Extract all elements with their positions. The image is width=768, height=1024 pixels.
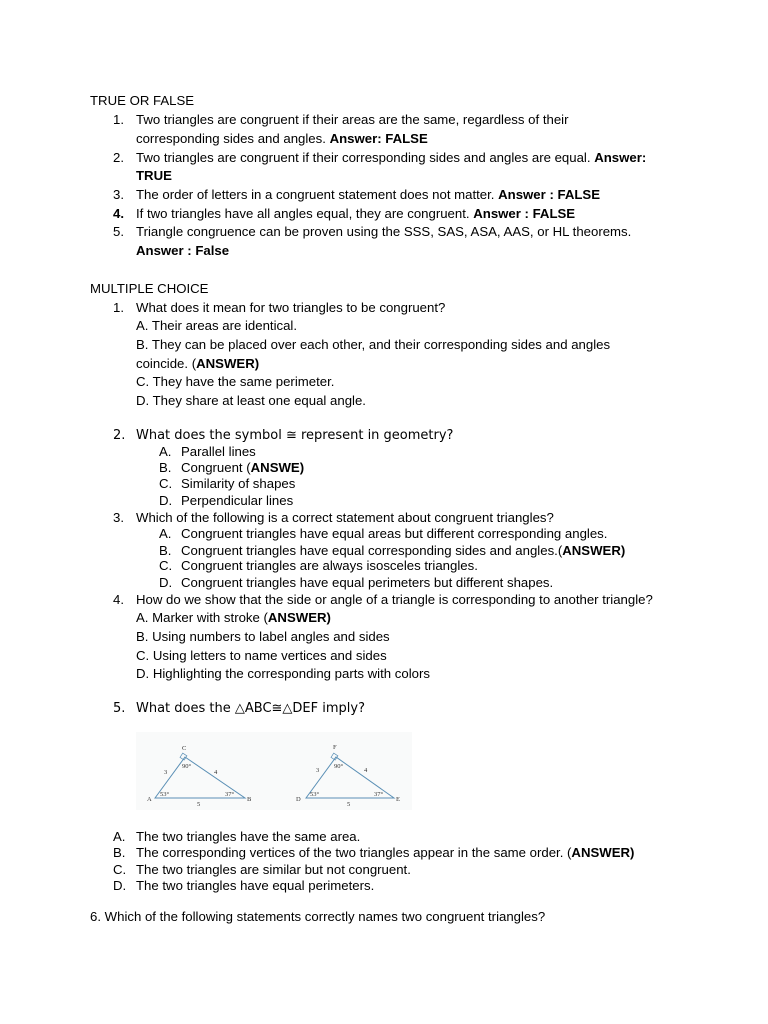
side-ac-label: 3 — [164, 769, 168, 776]
mc-q1-option-c: C. They have the same perimeter. — [136, 374, 335, 389]
mc-q5-option-b: The corresponding vertices of the two triangles appear in the same order. (ANSWER) — [136, 845, 635, 860]
mc-q3-letter-b: B. — [159, 543, 172, 558]
mc-q2-letter-a: A. — [159, 444, 172, 459]
mc-q6-question: 6. Which of the following statements correctly names two congruent triangles? — [90, 909, 546, 924]
mc-q3-letter-d: D. — [159, 575, 173, 590]
mc-q3-option-a: Congruent triangles have equal areas but different corresponding angles. — [181, 526, 608, 541]
mc-q1-option-d: D. They share at least one equal angle. — [136, 393, 366, 408]
mc-q5-letter-d: D. — [113, 878, 127, 893]
mc-q2-option-d: Perpendicular lines — [181, 493, 294, 508]
angle-e-label: 37° — [374, 791, 384, 798]
mc-heading: MULTIPLE CHOICE — [90, 281, 209, 296]
mc-q4-option-a: A. Marker with stroke (ANSWER) — [136, 610, 331, 625]
vertex-b-label: B — [247, 796, 252, 803]
mc-q3-number: 3. — [113, 510, 124, 525]
mc-q1-question: What does it mean for two triangles to be congruent? — [136, 300, 446, 315]
tf-item-3-number: 3. — [113, 187, 124, 202]
tf-item-5-number: 5. — [113, 224, 124, 239]
mc-q2-answer: ANSWE) — [250, 460, 305, 475]
side-ab-label: 5 — [197, 801, 201, 808]
mc-q1-number: 1. — [113, 300, 124, 315]
vertex-d-label: D — [296, 796, 301, 803]
mc-q3-option-c: Congruent triangles are always isosceles triangles. — [181, 558, 478, 573]
mc-q3-question: Which of the following is a correct statement about congruent triangles? — [136, 510, 554, 525]
angle-d-label: 53° — [310, 791, 320, 798]
tf-item-4-answer: Answer : FALSE — [473, 206, 576, 221]
tf-item-5-answer: Answer : False — [136, 243, 230, 258]
mc-q5-letter-c: C. — [113, 862, 127, 877]
mc-q2-option-a: Parallel lines — [181, 444, 256, 459]
mc-q5-answer: ANSWER) — [571, 845, 635, 860]
mc-q3-option-b: Congruent triangles have equal corresponding sides and angles.(ANSWER) — [181, 543, 626, 558]
mc-q1-option-b: B. They can be placed over each other, and their corresponding sides and angles — [136, 337, 611, 352]
mc-q2-letter-c: C. — [159, 476, 173, 491]
vertex-a-label: A — [147, 796, 152, 803]
tf-item-3-text: The order of letters in a congruent statement does not matter. Answer : FALSE — [136, 187, 600, 202]
triangles-figure — [136, 732, 412, 810]
mc-q2-number: 2. — [113, 428, 126, 443]
mc-q3-option-d: Congruent triangles have equal perimeters but different shapes. — [181, 575, 554, 590]
mc-q4-option-b: B. Using numbers to label angles and sides — [136, 629, 390, 644]
mc-q2-letter-d: D. — [159, 493, 173, 508]
mc-q3-answer: ANSWER) — [562, 543, 626, 558]
mc-q2-question: What does the symbol ≅ represent in geometry? — [136, 428, 454, 443]
vertex-c-label: C — [182, 745, 187, 752]
mc-q5-letter-b: B. — [113, 845, 126, 860]
mc-q5-question: What does the △ABC≅△DEF imply? — [136, 701, 365, 716]
tf-item-1-text-cont: corresponding sides and angles. Answer: FALSE — [136, 131, 428, 146]
tf-item-2-text: Two triangles are congruent if their corresponding sides and angles are equal. Answer: — [136, 150, 647, 165]
mc-q2-option-b: Congruent (ANSWE) — [181, 460, 305, 475]
tf-item-3-answer: Answer : FALSE — [498, 187, 600, 202]
mc-q3-letter-a: A. — [159, 526, 172, 541]
mc-q3-letter-c: C. — [159, 558, 173, 573]
side-fe-label: 4 — [364, 767, 368, 774]
tf-item-4-number: 4. — [113, 206, 124, 221]
mc-q4-answer: ANSWER) — [267, 610, 331, 625]
tf-item-2-number: 2. — [113, 150, 124, 165]
mc-q4-option-d: D. Highlighting the corresponding parts with colors — [136, 666, 430, 681]
side-de-label: 5 — [347, 801, 351, 808]
tf-item-2-answer: TRUE — [136, 168, 172, 183]
tf-item-1-text: Two triangles are congruent if their areas are the same, regardless of their — [136, 112, 569, 127]
tf-item-5-text: Triangle congruence can be proven using the SSS, SAS, ASA, AAS, or HL theorems. — [136, 224, 632, 239]
tf-heading: TRUE OR FALSE — [90, 93, 195, 108]
mc-q5-number: 5. — [113, 701, 126, 716]
mc-q1-answer: ANSWER) — [196, 356, 260, 371]
mc-q5-option-d: The two triangles have equal perimeters. — [136, 878, 375, 893]
mc-q5-option-a: The two triangles have the same area. — [136, 829, 361, 844]
mc-q4-number: 4. — [113, 592, 124, 607]
side-df-label: 3 — [316, 767, 320, 774]
angle-b-label: 37° — [225, 791, 235, 798]
mc-q2-option-c: Similarity of shapes — [181, 476, 296, 491]
side-cb-label: 4 — [214, 769, 218, 776]
mc-q4-question: How do we show that the side or angle of a triangle is corresponding to another triangle? — [136, 592, 653, 607]
angle-f-label: 90° — [334, 763, 344, 770]
tf-item-1-answer: Answer: FALSE — [329, 131, 428, 146]
vertex-f-label: F — [333, 744, 337, 751]
mc-q1-option-a: A. Their areas are identical. — [136, 318, 298, 333]
tf-item-2-answer-label: Answer: — [594, 150, 647, 165]
tf-item-1-number: 1. — [113, 112, 124, 127]
mc-q4-option-c: C. Using letters to name vertices and sides — [136, 648, 387, 663]
mc-q1-option-b-cont: coincide. (ANSWER) — [136, 356, 260, 371]
mc-q5-letter-a: A. — [113, 829, 126, 844]
angle-a-label: 53° — [160, 791, 170, 798]
mc-q5-option-c: The two triangles are similar but not congruent. — [136, 862, 411, 877]
angle-c-label: 90° — [182, 763, 192, 770]
vertex-e-label: E — [396, 796, 400, 803]
tf-item-4-text: If two triangles have all angles equal, they are congruent. Answer : FALSE — [136, 206, 576, 221]
mc-q2-letter-b: B. — [159, 460, 172, 475]
